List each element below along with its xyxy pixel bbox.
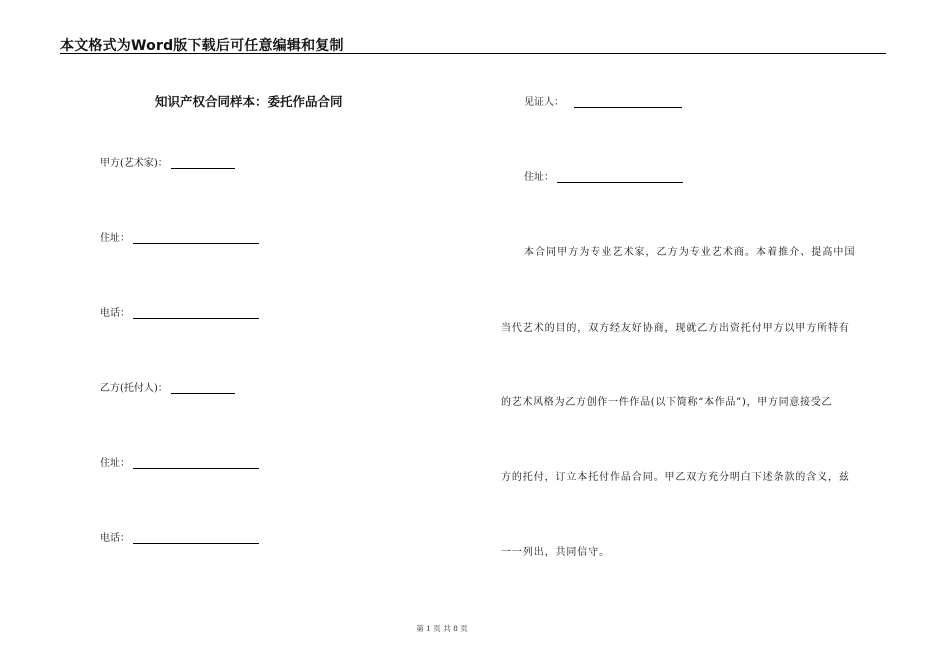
paragraph-line: 的艺术风格为乙方创作一件作品(以下简称“本作品”)，甲方同意接受乙 — [501, 397, 833, 408]
party-a-field — [100, 154, 235, 169]
paragraph-line: 一一列出，共同信守。 — [501, 547, 610, 558]
party-b-blank[interactable] — [171, 382, 235, 394]
party-b-field — [100, 379, 235, 394]
party-a-address-blank[interactable] — [133, 232, 259, 244]
party-a-phone-label: 电话： — [100, 308, 130, 319]
party-a-blank[interactable] — [171, 157, 235, 169]
party-b-address-field — [100, 454, 259, 469]
header-divider — [60, 53, 886, 54]
party-b-address-label: 住址： — [100, 458, 130, 469]
witness-label: 见证人： — [524, 97, 564, 108]
party-b-phone-label: 电话： — [100, 533, 130, 544]
party-b-label: 乙方(托付人)： — [100, 383, 168, 394]
witness-address-field — [524, 168, 683, 183]
party-b-phone-blank[interactable] — [133, 532, 259, 544]
header-title: 本文格式为Word版下载后可任意编辑和复制 — [60, 38, 344, 54]
witness-address-blank[interactable] — [557, 171, 683, 183]
party-a-address-field — [100, 229, 259, 244]
party-a-phone-field — [100, 304, 259, 319]
party-b-phone-field — [100, 529, 259, 544]
party-a-address-label: 住址： — [100, 233, 130, 244]
paragraph-line: 方的托付，订立本托付作品合同。甲乙双方充分明白下述条款的含义，兹 — [501, 472, 850, 483]
party-a-phone-blank[interactable] — [133, 307, 259, 319]
witness-blank[interactable] — [574, 96, 682, 108]
party-a-label: 甲方(艺术家)： — [100, 158, 168, 169]
document-title: 知识产权合同样本：委托作品合同 — [155, 94, 343, 109]
paragraph-line: 当代艺术的目的，双方经友好协商，现就乙方出资托付甲方以甲方所特有 — [501, 323, 850, 334]
paragraph-line: 本合同甲方为专业艺术家，乙方为专业艺术商。本着推介、提高中国 — [524, 247, 856, 258]
page-number: 第 1 页 共 8 页 — [416, 624, 468, 633]
witness-field — [524, 93, 682, 108]
party-b-address-blank[interactable] — [133, 457, 259, 469]
witness-address-label: 住址： — [524, 172, 554, 183]
